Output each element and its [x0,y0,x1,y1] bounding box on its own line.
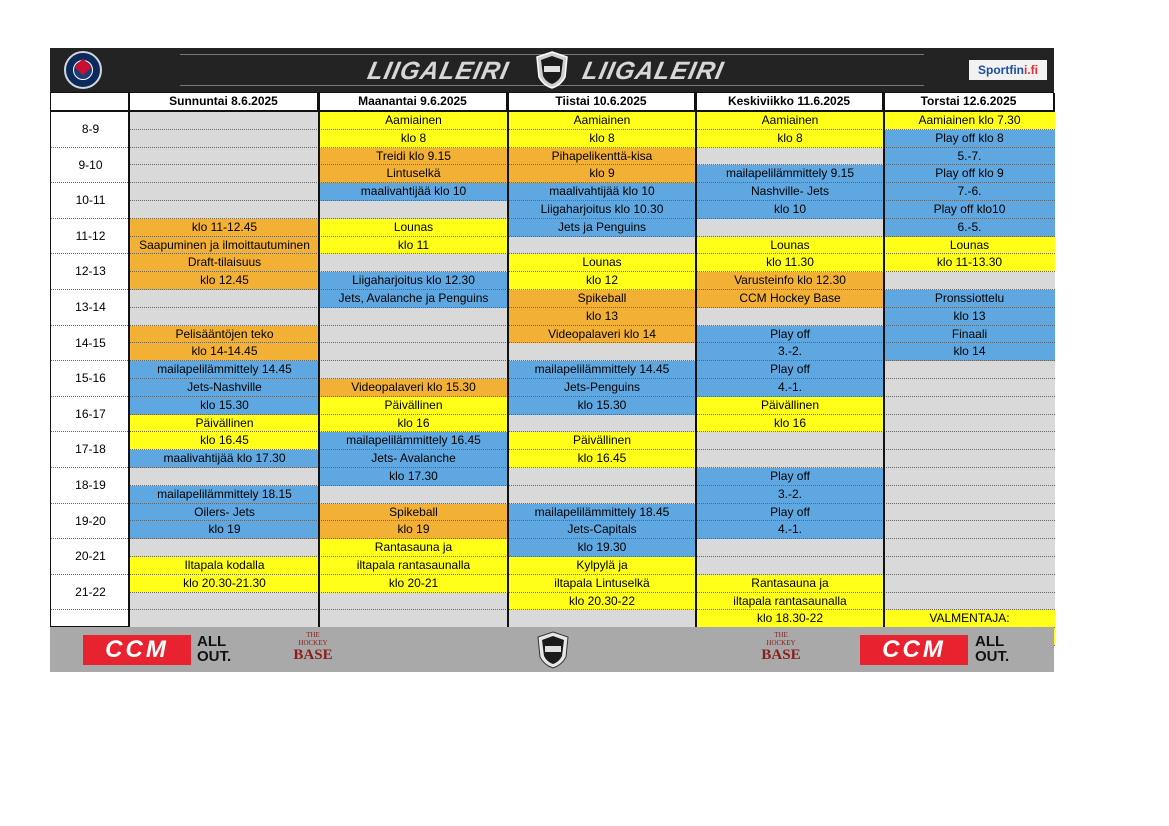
schedule-cell: Jets-Nashville [130,379,319,397]
schedule-sheet [50,48,1054,672]
schedule-cell: klo 12 [508,272,696,290]
schedule-cell: Lounas [696,237,884,255]
schedule-cell: Treidi klo 9.15 [319,148,508,166]
time-slot-label: 11-12 [75,228,106,243]
header-banner [50,48,1054,92]
schedule-cell: Jets-Penguins [508,379,696,397]
schedule-cell: klo 19.30 [508,539,696,557]
time-slot-label: 17-18 [75,442,106,457]
banner-title-left: LIIGALEIRI [365,57,512,85]
time-slot-label: 21-22 [75,584,106,599]
schedule-cell [319,326,508,344]
schedule-cell: klo 11.30 [696,254,884,272]
schedule-cell: mailapelilämmittely 14.45 [508,361,696,379]
schedule-cell: Lounas [319,219,508,237]
nhl-shield-icon [535,51,569,89]
schedule-cell: klo 20.30-22 [508,593,696,611]
schedule-cell: klo 16.45 [508,450,696,468]
schedule-cell [884,468,1055,486]
schedule-cell: mailapelilämmittely 9.15 [696,165,884,183]
schedule-cell [319,610,508,628]
schedule-cell [508,468,696,486]
schedule-cell: klo 20.30-21.30 [130,575,319,593]
schedule-cell: iltapala rantasaunalla [319,557,508,575]
time-slot-label: 20-21 [75,549,106,564]
schedule-cell [130,130,319,148]
schedule-cell: iltapala rantasaunalla [696,593,884,611]
banner-title-right: LIIGALEIRI [580,57,727,85]
schedule-cell: Videopalaveri klo 14 [508,326,696,344]
schedule-cell: klo 10 [696,201,884,219]
schedule-cell [884,521,1055,539]
schedule-cell: Play off klo10 [884,201,1055,219]
schedule-cell: klo 16 [696,415,884,433]
schedule-cell [884,539,1055,557]
schedule-cell: iltapala Lintuselkä [508,575,696,593]
schedule-cell: mailapelilämmittely 18.45 [508,504,696,522]
schedule-cell: klo 11-13.30 [884,254,1055,272]
schedule-cell: Videopalaveri klo 15.30 [319,379,508,397]
time-slot-label: 13-14 [75,300,106,314]
schedule-cell [130,308,319,326]
schedule-cell: klo 16 [319,415,508,433]
day-header: Maanantai 9.6.2025 [319,93,508,110]
day-header: Torstai 12.6.2025 [884,93,1055,110]
schedule-cell: klo 8 [508,130,696,148]
day-header: Tiistai 10.6.2025 [508,93,696,110]
schedule-cell: Päivällinen [696,397,884,415]
schedule-cell: Pelisääntöjen teko [130,326,319,344]
schedule-cell: VALMENTAJA: [884,610,1055,628]
day-header: Sunnuntai 8.6.2025 [130,93,319,110]
schedule-cell: Aamiainen klo 7.30 [884,112,1055,130]
schedule-cell: Iltapala kodalla [130,557,319,575]
schedule-cell [319,201,508,219]
schedule-cell: Spikeball [319,504,508,522]
schedule-cell: klo 18.30-22 [696,610,884,628]
ccm-logo-right: CCM [860,635,968,665]
schedule-cell: klo 11 [319,237,508,255]
schedule-cell: Jets-Capitals [508,521,696,539]
schedule-cell: Nashville- Jets [696,183,884,201]
schedule-cell [130,165,319,183]
schedule-cell: mailapelilämmittely 14.45 [130,361,319,379]
schedule-cell: Päivällinen [319,397,508,415]
schedule-cell [884,272,1055,290]
schedule-cell: klo 12.45 [130,272,319,290]
schedule-cell [696,219,884,237]
schedule-cell: Aamiainen [508,112,696,130]
ccm-logo-left: CCM [83,635,191,665]
schedule-cell [884,575,1055,593]
schedule-cell: klo 13 [508,308,696,326]
time-slot-label: 16-17 [75,406,106,421]
schedule-cell: klo 15.30 [508,397,696,415]
schedule-cell: klo 14-14.45 [130,343,319,361]
schedule-cell: Play off klo 8 [884,130,1055,148]
schedule-cell [884,415,1055,433]
schedule-cell [884,557,1055,575]
schedule-cell [130,201,319,219]
schedule-cell [884,361,1055,379]
nhl-shield-icon [536,631,570,669]
schedule-cell: Pronssiottelu [884,290,1055,308]
schedule-cell [696,432,884,450]
schedule-cell: klo 13 [884,308,1055,326]
schedule-cell [884,450,1055,468]
schedule-cell [319,254,508,272]
schedule-cell [884,504,1055,522]
schedule-cell: Draft-tilaisuus [130,254,319,272]
schedule-cell [508,343,696,361]
time-slot-label: 15-16 [75,371,106,386]
hockey-base-logo-right: THE HOCKEY BASE [761,631,801,663]
schedule-cell [884,397,1055,415]
schedule-cell: Aamiainen [319,112,508,130]
schedule-cell: Play off [696,504,884,522]
schedule-cell [508,610,696,628]
schedule-cell: Lintuselkä [319,165,508,183]
schedule-cell: Päivällinen [508,432,696,450]
schedule-cell: Liigaharjoitus klo 12.30 [319,272,508,290]
schedule-cell [508,486,696,504]
schedule-cell [130,183,319,201]
schedule-cell [319,486,508,504]
schedule-cell: mailapelilämmittely 16.45 [319,432,508,450]
hockey-base-logo-left: THE HOCKEY BASE [293,631,333,663]
schedule-cell [696,557,884,575]
schedule-cell: Kylpylä ja [508,557,696,575]
schedule-cell [130,148,319,166]
time-slot-label: 19-20 [75,513,106,528]
schedule-cell: klo 9 [508,165,696,183]
schedule-cell: Jets- Avalanche [319,450,508,468]
schedule-cell: Aamiainen [696,112,884,130]
schedule-cell: Play off [696,468,884,486]
schedule-cell: klo 16.45 [130,432,319,450]
schedule-cell [884,379,1055,397]
schedule-cell: klo 15.30 [130,397,319,415]
allout-logo-left: ALL OUT. [197,633,232,665]
schedule-cell: 7.-6. [884,183,1055,201]
schedule-cell [884,486,1055,504]
time-slot-label: 12-13 [75,264,106,279]
time-slot-label: 10-11 [75,193,106,208]
jets-logo-icon [64,51,102,89]
schedule-cell: maalivahtijää klo 10 [319,183,508,201]
sportfin-logo: Sportfini.fi [969,60,1047,80]
schedule-cell [884,432,1055,450]
schedule-cell: Pihapelikenttä-kisa [508,148,696,166]
schedule-cell: Play off klo 9 [884,165,1055,183]
time-slot-label: 18-19 [75,478,106,492]
schedule-cell: maalivahtijää klo 10 [508,183,696,201]
schedule-cell: 3.-2. [696,343,884,361]
schedule-cell: klo 8 [696,130,884,148]
schedule-cell: Lounas [884,237,1055,255]
schedule-cell: maalivahtijää klo 17.30 [130,450,319,468]
schedule-cell: Liigaharjoitus klo 10.30 [508,201,696,219]
schedule-cell [319,361,508,379]
time-slot-label: 14-15 [75,335,106,350]
schedule-cell [319,593,508,611]
schedule-cell [130,468,319,486]
schedule-cell: 3.-2. [696,486,884,504]
schedule-cell: 4.-1. [696,379,884,397]
schedule-cell: 5.-7. [884,148,1055,166]
schedule-cell: Päivällinen [130,415,319,433]
schedule-cell: Jets, Avalanche ja Penguins [319,290,508,308]
schedule-cell: Lounas [508,254,696,272]
schedule-cell: 4.-1. [696,521,884,539]
schedule-cell [696,308,884,326]
schedule-cell [130,290,319,308]
time-slot-label: 9-10 [78,157,103,172]
schedule-cell: Rantasauna ja [696,575,884,593]
schedule-cell: Saapuminen ja ilmoittautuminen [130,237,319,255]
schedule-cell: Oilers- Jets [130,504,319,522]
schedule-cell: Jets ja Penguins [508,219,696,237]
schedule-cell: Play off [696,326,884,344]
schedule-cell [319,343,508,361]
schedule-cell [696,450,884,468]
schedule-cell [696,539,884,557]
schedule-cell: CCM Hockey Base [696,290,884,308]
schedule-cell: Finaali [884,326,1055,344]
allout-logo-right: ALL OUT. [975,633,1010,665]
schedule-cell [696,148,884,166]
schedule-cell: Spikeball [508,290,696,308]
schedule-cell: Play off [696,361,884,379]
schedule-cell [319,308,508,326]
schedule-cell: klo 14 [884,343,1055,361]
schedule-cell [884,593,1055,611]
schedule-cell [130,112,319,130]
schedule-cell: Varusteinfo klo 12.30 [696,272,884,290]
schedule-cell: klo 19 [130,521,319,539]
schedule-cell: Rantasauna ja [319,539,508,557]
schedule-cell: mailapelilämmittely 18.15 [130,486,319,504]
time-slot-label: 8-9 [81,122,100,136]
sponsor-footer [50,627,1054,672]
schedule-cell [130,539,319,557]
schedule-cell [508,237,696,255]
schedule-cell [130,593,319,611]
day-header: Keskiviikko 11.6.2025 [696,93,884,110]
schedule-grid [50,92,1054,627]
schedule-cell: klo 20-21 [319,575,508,593]
schedule-cell [130,610,319,628]
schedule-cell: klo 11-12.45 [130,219,319,237]
schedule-cell [508,415,696,433]
schedule-cell: klo 8 [319,130,508,148]
schedule-cell: klo 17.30 [319,468,508,486]
schedule-cell: klo 19 [319,521,508,539]
schedule-cell: 6.-5. [884,219,1055,237]
